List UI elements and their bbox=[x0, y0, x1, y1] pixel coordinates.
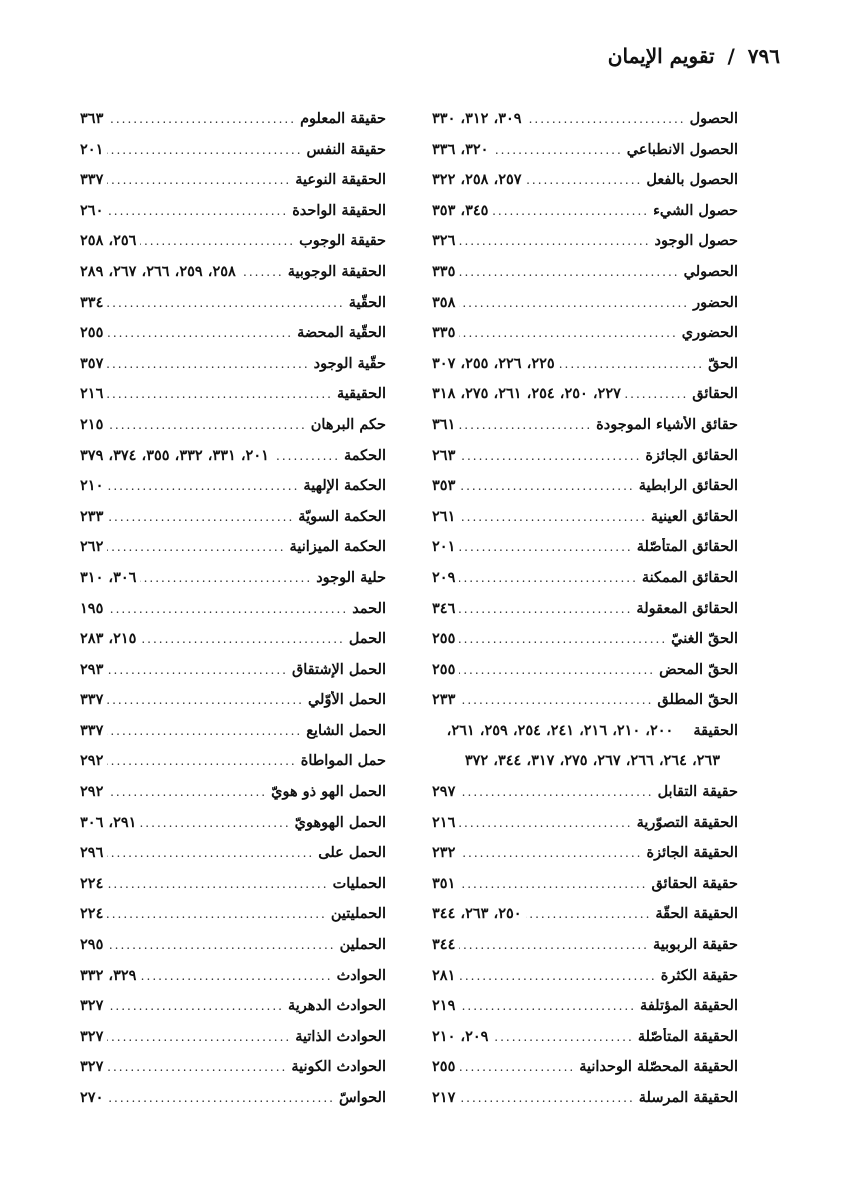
dot-leader bbox=[459, 785, 653, 799]
header-separator: / bbox=[727, 44, 735, 68]
index-entry bbox=[80, 783, 386, 814]
index-page-numbers: ٣٤٥، ٣٥٣ bbox=[432, 201, 489, 219]
index-page-numbers: ٣٣٥ bbox=[432, 324, 456, 342]
index-term: الحقّ الغنيّ bbox=[671, 630, 738, 648]
dot-leader bbox=[459, 602, 632, 616]
index-entry bbox=[80, 630, 386, 661]
index-entry bbox=[432, 508, 738, 539]
index-term: الحصول بالفعل bbox=[646, 171, 738, 189]
index-entry bbox=[80, 385, 386, 416]
index-page-numbers: ٢٣٣ bbox=[432, 691, 456, 709]
index-entry bbox=[432, 1058, 738, 1089]
index-term: الحقيقة الحقّة bbox=[655, 905, 738, 923]
index-page-numbers: ٢٦٣ bbox=[432, 446, 456, 464]
index-term: الحقّ المحض bbox=[659, 660, 738, 678]
dot-leader bbox=[459, 449, 641, 463]
index-entry bbox=[80, 538, 386, 569]
index-page-numbers: ٣٣٥ bbox=[432, 262, 456, 280]
dot-leader bbox=[459, 693, 653, 707]
index-page-numbers: ٢٥٥ bbox=[432, 1058, 456, 1076]
dot-leader bbox=[140, 234, 295, 248]
dot-leader bbox=[107, 143, 302, 157]
index-page-numbers: ٢٦٣، ٢٦٤، ٢٦٦، ٢٦٧، ٢٧٥، ٣١٧، ٣٤٤، ٣٧٢ bbox=[464, 752, 720, 770]
dot-leader bbox=[107, 999, 284, 1013]
index-entry bbox=[432, 355, 738, 386]
dot-leader bbox=[140, 969, 332, 983]
dot-leader bbox=[107, 418, 306, 432]
dot-leader bbox=[526, 907, 652, 921]
index-page-numbers: ٢٥٨، ٢٥٩، ٢٦٦، ٢٦٧، ٢٨٩ bbox=[80, 262, 236, 280]
dot-leader bbox=[459, 296, 689, 310]
dot-leader bbox=[459, 571, 638, 585]
index-entry bbox=[80, 416, 386, 447]
dot-leader bbox=[107, 877, 328, 891]
index-term: الحقيقية bbox=[336, 385, 386, 403]
index-term: الحمل الشايع bbox=[306, 721, 386, 739]
index-term: الحقائق bbox=[692, 385, 738, 403]
index-entry bbox=[80, 141, 386, 172]
dot-leader bbox=[107, 938, 335, 952]
index-term: حقّية الوجود bbox=[313, 354, 386, 372]
index-page-numbers: ٢٩٥ bbox=[80, 936, 104, 954]
index-page-numbers: ٣٢٩، ٣٣٢ bbox=[80, 966, 137, 984]
index-page-numbers: ٢٠٩ bbox=[432, 568, 456, 586]
index-page-numbers: ٣٥٨ bbox=[432, 293, 456, 311]
index-term: الحوادث bbox=[336, 966, 386, 984]
index-entry bbox=[432, 691, 738, 722]
index-page-numbers: ٣٠٦، ٣١٠ bbox=[80, 568, 137, 586]
dot-leader bbox=[107, 1030, 291, 1044]
index-entry bbox=[432, 141, 738, 172]
index-page-numbers: ٢١٥ bbox=[80, 415, 104, 433]
index-page-numbers: ٢٥٧، ٢٥٨، ٣٢٢ bbox=[432, 171, 522, 189]
index-page-numbers: ٢٥٥ bbox=[432, 630, 456, 648]
index-entry bbox=[80, 171, 386, 202]
index-page-numbers: ٢٥٦، ٢٥٨ bbox=[80, 232, 137, 250]
index-term: حقيقة التقابل bbox=[657, 783, 738, 801]
index-entry bbox=[80, 752, 386, 783]
index-page-numbers: ٢٥٠، ٢٦٣، ٣٤٤ bbox=[432, 905, 522, 923]
index-term: الحقيقة التصوّرية bbox=[636, 813, 738, 831]
index-term: حقيقة الكثرة bbox=[660, 966, 738, 984]
index-entry bbox=[432, 538, 738, 569]
index-entry bbox=[80, 110, 386, 141]
dot-leader bbox=[459, 418, 592, 432]
dot-leader bbox=[459, 510, 647, 524]
index-entry bbox=[80, 691, 386, 722]
dot-leader bbox=[625, 387, 688, 401]
index-entry bbox=[432, 294, 738, 325]
index-term: الحقيقة الواحدة bbox=[292, 201, 386, 219]
index-entry bbox=[432, 814, 738, 845]
dot-leader bbox=[240, 265, 284, 279]
dot-leader bbox=[107, 602, 348, 616]
index-page-numbers: ٣٢٠، ٣٣٦ bbox=[432, 140, 489, 158]
index-entry bbox=[432, 324, 738, 355]
index-entry bbox=[432, 1089, 738, 1120]
index-term: حصول الشيء bbox=[653, 201, 738, 219]
index-page-numbers: ٢١٠ bbox=[80, 477, 104, 495]
index-page-numbers: ٣٤٦ bbox=[432, 599, 456, 617]
page-header bbox=[68, 44, 780, 76]
index-entry bbox=[80, 905, 386, 936]
index-entry bbox=[80, 967, 386, 998]
index-term: حمل المواطاة bbox=[300, 752, 386, 770]
index-entry bbox=[432, 905, 738, 936]
index-page-numbers: ٣٢٧ bbox=[80, 997, 104, 1015]
index-page-numbers: ٢٢٥، ٢٢٦، ٢٥٥، ٣٠٧ bbox=[432, 354, 555, 372]
index-columns bbox=[80, 110, 738, 1120]
dot-leader bbox=[107, 326, 293, 340]
index-term: الحقيقة المتأصّلة bbox=[637, 1027, 738, 1045]
index-page-numbers: ٢٨١ bbox=[432, 966, 456, 984]
index-page-numbers: ٣٣٤ bbox=[80, 293, 104, 311]
index-term: الحصول الانطباعي bbox=[626, 140, 738, 158]
index-entry bbox=[432, 875, 738, 906]
index-term: الحضور bbox=[693, 293, 738, 311]
index-page-numbers: ٣٢٧ bbox=[80, 1058, 104, 1076]
dot-leader bbox=[107, 1091, 335, 1105]
index-page-numbers: ٢١٧ bbox=[432, 1089, 456, 1106]
index-page-numbers: ٣٠٩، ٣١٢، ٣٣٠ bbox=[432, 110, 522, 127]
index-term: الحمل الإشتقاق bbox=[291, 660, 386, 678]
index-entry bbox=[432, 416, 738, 447]
index-term: الحملين bbox=[339, 936, 386, 954]
index-page-numbers: ٢٩٧ bbox=[432, 783, 456, 801]
dot-leader bbox=[140, 816, 290, 830]
index-page-numbers: ٢٠٩، ٢١٠ bbox=[432, 1027, 489, 1045]
index-page-numbers: ٢٢٧، ٢٥٠، ٢٥٤، ٢٦١، ٢٧٥، ٣١٨ bbox=[432, 385, 621, 403]
index-page-numbers: ٢٦٢ bbox=[80, 538, 104, 556]
index-term: حقائق الأشياء الموجودة bbox=[596, 415, 738, 433]
dot-leader bbox=[107, 846, 314, 860]
dot-leader bbox=[459, 816, 632, 830]
index-term: الحقيقة المحصّلة الوحدانية bbox=[579, 1058, 738, 1076]
book-title: تقويم الإيمان bbox=[607, 44, 715, 68]
index-term: الحكمة الإلهية bbox=[303, 477, 386, 495]
index-term: حقيقة النفس bbox=[306, 140, 386, 158]
dot-leader bbox=[559, 357, 704, 371]
dot-leader bbox=[459, 877, 647, 891]
dot-leader bbox=[459, 326, 677, 340]
index-entry bbox=[80, 875, 386, 906]
dot-leader bbox=[459, 1060, 575, 1074]
index-term: الحقائق المتأصّلة bbox=[636, 538, 738, 556]
dot-leader bbox=[107, 387, 333, 401]
index-term: الحكمة bbox=[344, 446, 386, 464]
index-entry bbox=[432, 936, 738, 967]
index-entry bbox=[432, 171, 738, 202]
dot-leader bbox=[459, 1091, 634, 1105]
index-page-numbers: ٢١٦ bbox=[80, 385, 104, 403]
dot-leader bbox=[273, 449, 340, 463]
index-term: الحقائق المعقولة bbox=[636, 599, 738, 617]
dot-leader bbox=[107, 296, 344, 310]
index-term: الحضوري bbox=[681, 324, 738, 342]
index-entry bbox=[80, 447, 386, 478]
dot-leader bbox=[107, 663, 288, 677]
dot-leader bbox=[107, 510, 294, 524]
dot-leader bbox=[459, 846, 642, 860]
index-term: الحقائق العينية bbox=[650, 507, 738, 525]
index-page-numbers: ٢٦١ bbox=[432, 507, 456, 525]
index-page-numbers: ٢٠١ bbox=[432, 538, 456, 556]
index-entry bbox=[80, 355, 386, 386]
index-term: الحصولي bbox=[683, 262, 738, 280]
index-entry bbox=[80, 1089, 386, 1120]
index-entry bbox=[432, 600, 738, 631]
index-entry bbox=[80, 722, 386, 753]
index-column-right bbox=[432, 110, 738, 1120]
index-entry bbox=[80, 202, 386, 233]
index-term: الحصول bbox=[689, 110, 738, 127]
index-term: الحمليات bbox=[332, 874, 386, 892]
index-term: الحقيقة bbox=[693, 721, 738, 739]
index-term: الحقائق الجائزة bbox=[645, 446, 738, 464]
index-page-numbers: ٢٥٥ bbox=[432, 660, 456, 678]
index-entry bbox=[80, 936, 386, 967]
dot-leader bbox=[107, 1060, 287, 1074]
index-page-numbers: ٣٥٣ bbox=[432, 477, 456, 495]
index-page-numbers: ٣٦١ bbox=[432, 415, 456, 433]
index-term: الحقيقة النوعية bbox=[295, 171, 386, 189]
index-page-numbers: ٣٣٧ bbox=[80, 721, 104, 739]
index-term: الحقائق الممكنة bbox=[641, 568, 738, 586]
index-page-numbers: ٢٩٣ bbox=[80, 660, 104, 678]
index-term: الحقّ المطلق bbox=[657, 691, 738, 709]
dot-leader bbox=[107, 479, 299, 493]
dot-leader bbox=[459, 969, 656, 983]
index-page-numbers: ٢٩٦ bbox=[80, 844, 104, 862]
index-entry bbox=[432, 477, 738, 508]
index-term: الحمل الهوهويّ bbox=[294, 813, 386, 831]
dot-leader bbox=[107, 907, 326, 921]
dot-leader bbox=[140, 571, 312, 585]
index-page-numbers: ٣٢٧ bbox=[80, 1027, 104, 1045]
index-page-numbers: ٢١٦ bbox=[432, 813, 456, 831]
index-page-numbers: ٢٠١ bbox=[80, 140, 104, 158]
index-term: الحمل bbox=[348, 630, 386, 648]
index-page-numbers: ٢٢٤ bbox=[80, 905, 104, 923]
index-entry bbox=[80, 1028, 386, 1059]
index-page-numbers: ٢٠١، ٣٣١، ٣٣٢، ٣٥٥، ٣٧٤، ٣٧٩ bbox=[80, 446, 269, 464]
index-term: الحمد bbox=[352, 599, 386, 617]
dot-leader bbox=[492, 143, 622, 157]
index-page-numbers: ٢٢٤ bbox=[80, 874, 104, 892]
index-term: الحكمة الميزانية bbox=[289, 538, 386, 556]
dot-leader bbox=[459, 938, 649, 952]
index-term: الحقّية المحضة bbox=[297, 324, 386, 342]
dot-leader bbox=[459, 479, 634, 493]
dot-leader bbox=[107, 754, 296, 768]
index-page-numbers: ٣٣٧ bbox=[80, 691, 104, 709]
index-page-numbers: ٣٤٤ bbox=[432, 936, 456, 954]
dot-leader bbox=[459, 265, 679, 279]
index-entry bbox=[432, 447, 738, 478]
dot-leader bbox=[459, 540, 632, 554]
dot-leader bbox=[526, 173, 643, 187]
index-term: الحمل على bbox=[318, 844, 386, 862]
index-entry bbox=[80, 600, 386, 631]
index-term: حقيقة الحقائق bbox=[651, 874, 738, 892]
index-entry bbox=[80, 232, 386, 263]
index-term: الحمل الهو ذو هويّ bbox=[271, 783, 386, 801]
index-entry bbox=[80, 569, 386, 600]
dot-leader bbox=[459, 234, 650, 248]
index-term: الحمليتين bbox=[330, 905, 386, 923]
index-page-numbers: ٣٣٧ bbox=[80, 171, 104, 189]
dot-leader bbox=[107, 173, 291, 187]
index-term: الحقّية bbox=[348, 293, 386, 311]
index-term: الحوادث الذاتية bbox=[295, 1027, 386, 1045]
index-entry bbox=[432, 997, 738, 1028]
index-entry bbox=[432, 722, 738, 753]
index-entry bbox=[80, 1058, 386, 1089]
index-term: الحكمة السويّة bbox=[298, 507, 386, 525]
index-page-numbers: ٣٢٦ bbox=[432, 232, 456, 250]
index-entry bbox=[432, 967, 738, 998]
index-entry bbox=[80, 997, 386, 1028]
index-term: الحقائق الرابطية bbox=[638, 477, 738, 495]
index-term: الحقّ bbox=[708, 354, 738, 372]
dot-leader bbox=[107, 540, 285, 554]
index-entry bbox=[80, 844, 386, 875]
index-entry bbox=[80, 814, 386, 845]
dot-leader bbox=[492, 1030, 633, 1044]
dot-leader bbox=[526, 112, 686, 126]
index-page-numbers: ٢١٩ bbox=[432, 997, 456, 1015]
dot-leader bbox=[459, 632, 667, 646]
index-term: الحواسّ bbox=[338, 1089, 386, 1106]
index-entry bbox=[432, 385, 738, 416]
index-page-numbers: ٢٠٠، ٢١٠، ٢١٦، ٢٤١، ٢٥٤، ٢٥٩، ٢٦١، bbox=[446, 721, 674, 739]
index-entry bbox=[432, 844, 738, 875]
dot-leader bbox=[107, 693, 304, 707]
index-entry bbox=[80, 508, 386, 539]
index-page-numbers: ٢٩٢ bbox=[80, 783, 104, 801]
index-page-numbers: ٣٥١ bbox=[432, 874, 456, 892]
index-page-numbers: ٣٦٣ bbox=[80, 110, 104, 127]
dot-leader bbox=[459, 999, 636, 1013]
dot-leader bbox=[492, 204, 649, 218]
index-entry bbox=[432, 110, 738, 141]
index-term: الحوادث الكونية bbox=[291, 1058, 386, 1076]
index-term: الحقيقة المرسلة bbox=[638, 1089, 738, 1106]
index-page-numbers: ٢٩٢ bbox=[80, 752, 104, 770]
index-term: الحقيقة المؤتلفة bbox=[640, 997, 738, 1015]
index-term: حصول الوجود bbox=[654, 232, 738, 250]
index-page-numbers: ٢١٥، ٢٨٣ bbox=[80, 630, 137, 648]
index-entry bbox=[432, 232, 738, 263]
index-term: الحمل الأوّلي bbox=[307, 691, 386, 709]
index-page-numbers: ٢٩١، ٣٠٦ bbox=[80, 813, 137, 831]
index-term: الحوادث الدهرية bbox=[288, 997, 386, 1015]
index-entry bbox=[80, 263, 386, 294]
page-number: ٧٩٦ bbox=[747, 44, 780, 68]
index-term: حكم البرهان bbox=[310, 415, 386, 433]
dot-leader bbox=[107, 724, 302, 738]
index-entry bbox=[80, 477, 386, 508]
index-page-numbers: ١٩٥ bbox=[80, 599, 104, 617]
dot-leader bbox=[107, 785, 267, 799]
index-entry bbox=[432, 569, 738, 600]
index-entry bbox=[432, 661, 738, 692]
index-entry bbox=[432, 263, 738, 294]
dot-leader bbox=[107, 357, 309, 371]
index-entry bbox=[80, 661, 386, 692]
index-page-numbers: ٢٣٣ bbox=[80, 507, 104, 525]
index-entry bbox=[432, 1028, 738, 1059]
dot-leader bbox=[459, 663, 655, 677]
index-entry bbox=[432, 752, 738, 783]
index-entry bbox=[80, 294, 386, 325]
index-page-numbers: ٢٧٠ bbox=[80, 1089, 104, 1106]
index-entry bbox=[432, 202, 738, 233]
index-column-left bbox=[80, 110, 386, 1120]
index-term: الحقيقة الجائزة bbox=[646, 844, 738, 862]
index-page-numbers: ٣٥٧ bbox=[80, 354, 104, 372]
dot-leader bbox=[140, 632, 344, 646]
index-entry bbox=[432, 630, 738, 661]
dot-leader bbox=[107, 112, 296, 126]
index-term: حقيقة الوجوب bbox=[299, 232, 386, 250]
index-entry bbox=[432, 783, 738, 814]
index-term: حقيقة المعلوم bbox=[300, 110, 386, 127]
index-page-numbers: ٢٣٢ bbox=[432, 844, 456, 862]
index-term: حقيقة الربوبية bbox=[653, 936, 738, 954]
dot-leader bbox=[107, 204, 288, 218]
index-entry bbox=[80, 324, 386, 355]
index-page-numbers: ٢٦٠ bbox=[80, 201, 104, 219]
index-term: حلية الوجود bbox=[316, 568, 386, 586]
index-term: الحقيقة الوجوبية bbox=[287, 262, 386, 280]
index-page-numbers: ٢٥٥ bbox=[80, 324, 104, 342]
